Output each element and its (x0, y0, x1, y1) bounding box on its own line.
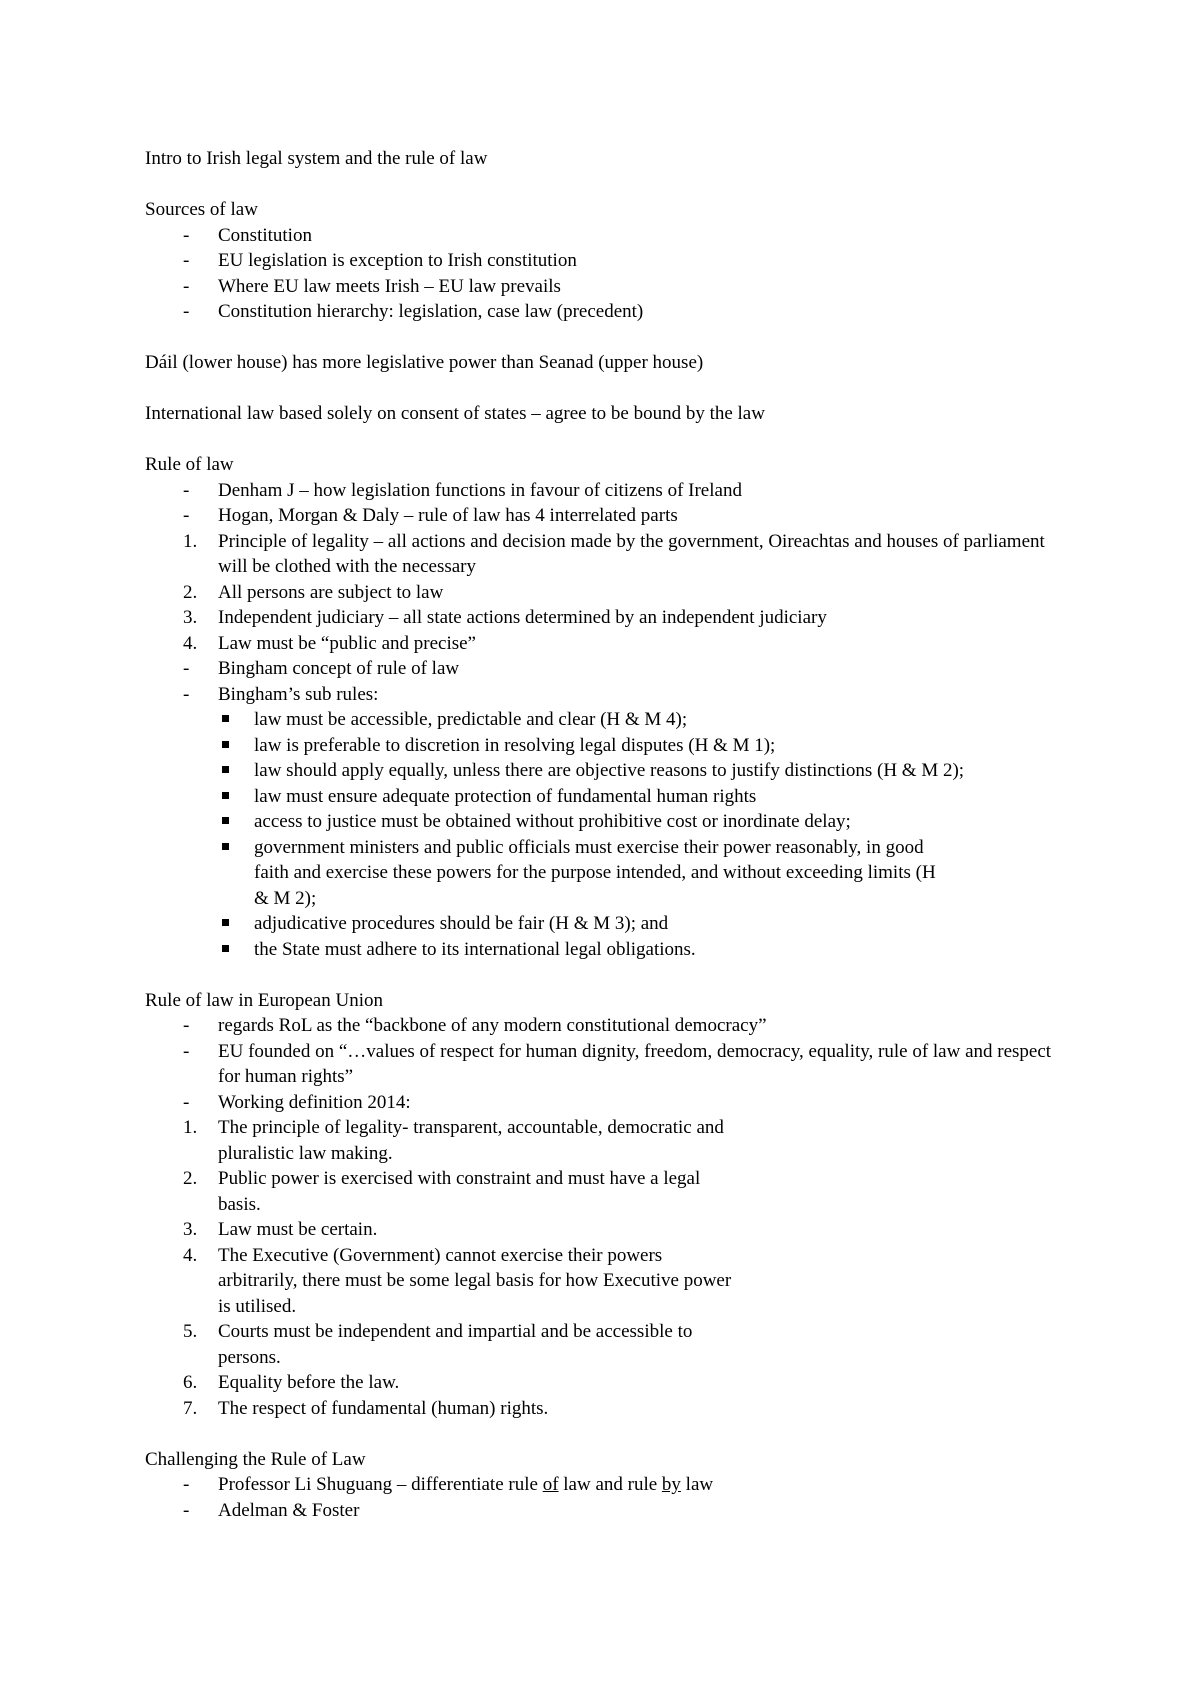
dash-bullet: - (183, 275, 190, 297)
rule-of-law-heading: Rule of law (145, 454, 234, 475)
numbered-item: 3. Independent judiciary – all state actions determined by an independent judiciary (183, 607, 827, 628)
square-bullet-icon (222, 741, 229, 748)
list-item: - Professor Li Shuguang – differentiate rule of law and rule by law (145, 1472, 1075, 1498)
sub-rule-item: law must ensure adequate protection of fundamental human rights (145, 784, 1075, 810)
numbered-item: 2. All persons are subject to law (183, 581, 444, 603)
list-item: - Constitution (145, 223, 1075, 249)
list-item: - Constitution hierarchy: legislation, case law (precedent) (145, 299, 1075, 325)
numbered-item: 6. Equality before the law. (183, 1372, 400, 1393)
sub-rule-item: law must be accessible, predictable and clear (H & M 4); (145, 707, 1075, 733)
square-bullet-icon (222, 715, 229, 722)
list-item: - Adelman & Foster (145, 1498, 1075, 1524)
list-item: - Bingham’s sub rules: (145, 682, 1075, 708)
square-bullet-icon (222, 817, 229, 824)
numbered-item: 3. Law must be certain. (183, 1219, 378, 1240)
dash-bullet: - (183, 683, 190, 705)
list-item: - Denham J – how legislation functions in favour of citizens of Ireland (145, 478, 1075, 504)
list-item: - Working definition 2014: (145, 1090, 1075, 1116)
international-paragraph: International law based solely on consent of states – agree to be bound by the law (145, 403, 765, 424)
square-bullet-icon (222, 843, 229, 850)
challenge-heading: Challenging the Rule of Law (145, 1448, 366, 1470)
dail-paragraph: Dáil (lower house) has more legislative power than Seanad (upper house) (145, 352, 704, 373)
list-item: - Hogan, Morgan & Daly – rule of law has 4 interrelated parts (145, 503, 1075, 529)
dash-bullet: - (183, 1499, 190, 1521)
numbered-item: 1. The principle of legality- transparent, accountable, democratic and pluralistic law making. (183, 1117, 724, 1164)
square-bullet-icon (222, 919, 229, 926)
list-item: - EU legislation is exception to Irish constitution (145, 248, 1075, 274)
square-bullet-icon (222, 945, 229, 952)
numbered-item: 2. Public power is exercised with constraint and must have a legal basis. (183, 1168, 701, 1215)
numbered-item: 4. Law must be “public and precise” (183, 632, 476, 654)
dash-bullet: - (183, 1040, 190, 1062)
numbered-item: 1. Principle of legality – all actions and decision made by the government, Oireachtas and houses of parliament will be clothed with the necessary (183, 530, 1045, 577)
numbered-item: 5. Courts must be independent and impartial and be accessible to persons. (183, 1321, 693, 1368)
dash-bullet: - (183, 1015, 190, 1036)
square-bullet-icon (222, 766, 229, 773)
sub-rule-item: adjudicative procedures should be fair (H & M 3); and (145, 911, 1075, 937)
dash-bullet: - (183, 505, 190, 526)
sources-heading: Sources of law (145, 199, 258, 220)
dash-bullet: - (183, 250, 190, 271)
dash-bullet: - (183, 1091, 190, 1113)
list-item: - EU founded on “…values of respect for human dignity, freedom, democracy, equality, rule of law and respect for human rights” (183, 1040, 1052, 1087)
dash-bullet: - (183, 1474, 190, 1495)
numbered-item: 4. The Executive (Government) cannot exercise their powers arbitrarily, there must be some legal basis for how Executive power is utilised. (183, 1244, 732, 1317)
document-title: Intro to Irish legal system and the rule of law (145, 148, 488, 169)
dash-bullet: - (183, 658, 190, 679)
sub-rule-item: law should apply equally, unless there are objective reasons to justify distinctions (H & M 2); (145, 758, 1075, 784)
list-item: - regards RoL as the “backbone of any modern constitutional democracy” (145, 1013, 1075, 1039)
sub-rule-item: government ministers and public officials must exercise their power reasonably, in good faith and exercise these powers for the purpose intended, and without exceeding limits (H & M 2); (145, 835, 954, 912)
dash-bullet: - (183, 224, 190, 246)
numbered-item: 7. The respect of fundamental (human) rights. (183, 1397, 549, 1419)
dash-bullet: - (183, 479, 190, 501)
square-bullet-icon (222, 792, 229, 799)
eu-heading: Rule of law in European Union (145, 989, 383, 1011)
list-item: - Bingham concept of rule of law (145, 656, 1075, 682)
sub-rule-item: access to justice must be obtained without prohibitive cost or inordinate delay; (145, 809, 1075, 835)
list-item: - Where EU law meets Irish – EU law prevails (145, 274, 1075, 300)
sub-rule-item: law is preferable to discretion in resolving legal disputes (H & M 1); (145, 733, 1075, 759)
document-body (145, 146, 1075, 1523)
sub-rule-item: the State must adhere to its international legal obligations. (145, 937, 1075, 963)
dash-bullet: - (183, 301, 190, 322)
